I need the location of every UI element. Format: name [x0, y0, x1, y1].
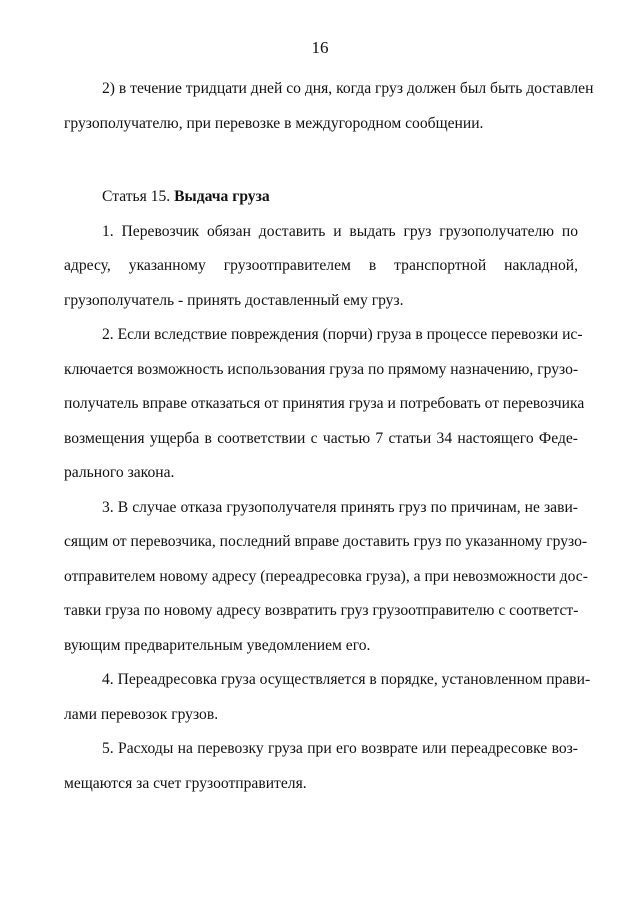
article-number: Статья 15. — [102, 188, 171, 205]
article-heading — [64, 180, 578, 215]
text-line: 3. В случае отказа грузополучателя принять груз по причинам, не зави- — [102, 498, 578, 516]
text-line: мещаются за счет грузоотправителя. — [64, 774, 307, 792]
paragraph-2 — [64, 318, 585, 491]
text-line: 2) в течение тридцати дней со дня, когда груз должен был быть доставлен — [102, 80, 594, 97]
text-line: 1. Перевозчик обязан доставить и выдать груз грузополучателю по — [102, 222, 578, 240]
text-line: рального закона. — [64, 464, 175, 481]
paragraph-1 — [64, 215, 578, 319]
text-line: вующим предварительным уведомлением его. — [64, 636, 371, 654]
text-line: адресу, указанному грузоотправителем в транспортной накладной, — [64, 257, 578, 274]
text-line: возмещения ущерба в соответствии с частью 7 статьи 34 настоящего Феде- — [64, 429, 578, 447]
text-line: грузополучателю, при перевозке в междугородном сообщении. — [64, 114, 484, 132]
text-line: получатель вправе отказаться от принятия груза и потребовать от перевозчика — [64, 395, 585, 412]
paragraph-4 — [64, 663, 591, 732]
spacer — [64, 141, 578, 180]
text-line: ключается возможность использования груза по прямому назначению, грузо- — [64, 360, 579, 378]
text-line: отправителем новому адресу (переадресовка груза), а при невозможности дос- — [64, 567, 588, 585]
text-line: 4. Переадресовка груза осуществляется в порядке, установленном прави- — [102, 671, 591, 688]
document-body — [64, 72, 594, 801]
paragraph-5 — [64, 732, 578, 801]
page-number: 16 — [311, 38, 329, 57]
text-line: грузополучатель - принять доставленный ему груз. — [64, 291, 404, 309]
text-line: тавки груза по новому адресу возвратить груз грузоотправителю с соответст- — [64, 602, 579, 619]
text-line: 5. Расходы на перевозку груза при его возврате или переадресовке воз- — [102, 740, 578, 757]
text-line: 2. Если вследствие повреждения (порчи) груза в процессе перевозки ис- — [102, 326, 583, 343]
list-item-2 — [64, 72, 594, 141]
article-title: Выдача груза — [174, 188, 270, 205]
text-line: сящим от перевозчика, последний вправе доставить груз по указанному грузо- — [64, 533, 588, 550]
text-line: лами перевозок грузов. — [64, 705, 219, 723]
paragraph-3 — [64, 491, 588, 664]
